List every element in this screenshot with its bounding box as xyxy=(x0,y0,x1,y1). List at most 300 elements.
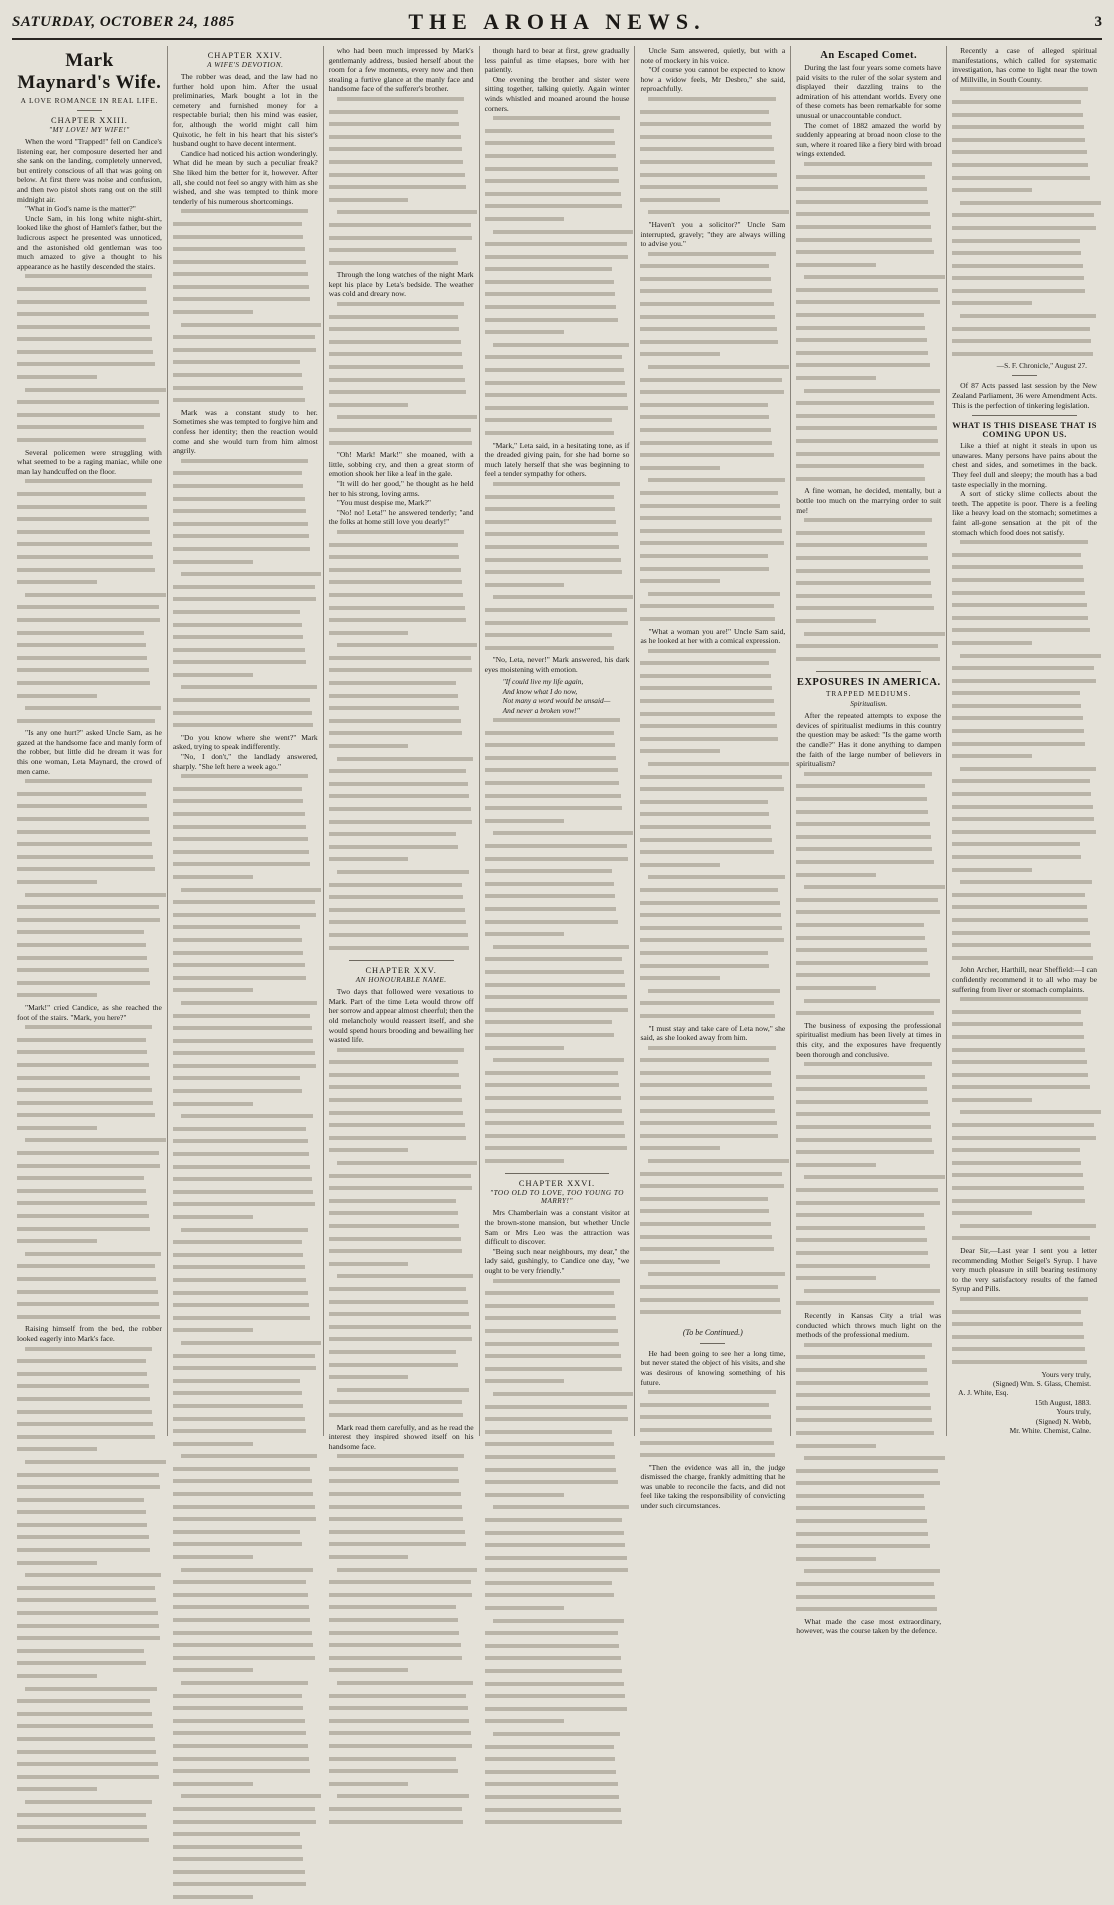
paragraph: "Then the evidence was all in, the judge dismissed the charge, frankly admitting that he was unable to reconcile the facts, and did not feel like taking the responsibility of convicting under such circumstances. xyxy=(640,1462,786,1511)
text-line-placeholder xyxy=(796,961,941,971)
text-line-placeholder xyxy=(640,1260,785,1270)
text-line-placeholder xyxy=(952,729,1097,739)
text-line-placeholder xyxy=(952,276,1097,286)
paragraph: John Archer, Harthill, near Sheffield:—I can confidently recommend it to all who may be suffering from liver or stomach complaints. xyxy=(952,965,1098,994)
text-line-placeholder xyxy=(796,464,941,474)
text-line-placeholder xyxy=(329,1668,474,1678)
text-line-placeholder xyxy=(952,1073,1097,1083)
text-line-placeholder xyxy=(329,1274,474,1284)
text-line-placeholder xyxy=(485,545,630,555)
text-line-placeholder xyxy=(796,1226,941,1236)
text-line-placeholder xyxy=(796,1343,941,1353)
paragraph: Candice had noticed his action wonderingly. What did he mean by such a peculiar freak? She liked him the better for it, however. After all, she could not feel so angry with him as she wished, and she was tempted to think more tenderly of his numerous shortcomings. xyxy=(172,148,318,206)
text-line-placeholder xyxy=(17,605,162,615)
text-line-placeholder xyxy=(640,415,785,425)
article-heading: EXPOSURES IN AMERICA. xyxy=(796,677,941,689)
text-line-placeholder xyxy=(17,1201,162,1211)
text-line-placeholder xyxy=(17,1347,162,1357)
text-line-placeholder xyxy=(796,1444,941,1454)
text-line-placeholder xyxy=(173,547,318,557)
text-line-placeholder xyxy=(485,482,630,492)
text-line-placeholder xyxy=(485,781,630,791)
text-line-placeholder xyxy=(173,963,318,973)
text-line-placeholder xyxy=(796,860,941,870)
text-line-placeholder xyxy=(796,1238,941,1248)
text-line-placeholder xyxy=(173,1731,318,1741)
divider xyxy=(349,960,454,961)
text-line-placeholder xyxy=(640,185,785,195)
text-line-placeholder xyxy=(173,988,318,998)
text-line-placeholder xyxy=(640,1083,785,1093)
text-line-placeholder xyxy=(796,1201,941,1211)
text-line-placeholder xyxy=(640,686,785,696)
text-line-placeholder xyxy=(173,534,318,544)
text-line-placeholder xyxy=(329,1479,474,1489)
text-line-placeholder xyxy=(952,1123,1097,1133)
text-line-placeholder xyxy=(485,646,630,656)
text-line-placeholder xyxy=(173,1291,318,1301)
text-line-placeholder xyxy=(17,1290,162,1300)
illegible-text-block xyxy=(952,87,1097,361)
text-line-placeholder xyxy=(796,619,941,629)
text-line-placeholder xyxy=(17,1447,162,1457)
text-line-placeholder xyxy=(485,242,630,252)
closing-line: (Signed) Wm. S. Glass, Chemist. xyxy=(993,1378,1092,1388)
text-line-placeholder xyxy=(640,1109,785,1119)
text-line-placeholder xyxy=(173,1014,318,1024)
text-line-placeholder xyxy=(329,731,474,741)
text-line-placeholder xyxy=(17,1076,162,1086)
text-line-placeholder xyxy=(329,1375,474,1385)
text-line-placeholder xyxy=(796,1175,941,1185)
text-line-placeholder xyxy=(173,373,318,383)
text-line-placeholder xyxy=(952,918,1097,928)
paragraph: "It will do her good," he thought as he held her to his strong, loving arms. xyxy=(328,478,474,498)
text-line-placeholder xyxy=(17,1624,162,1634)
text-line-placeholder xyxy=(329,845,474,855)
text-line-placeholder xyxy=(329,794,474,804)
text-line-placeholder xyxy=(329,744,474,754)
text-line-placeholder xyxy=(952,1010,1097,1020)
text-line-placeholder xyxy=(952,150,1097,160)
text-line-placeholder xyxy=(329,302,474,312)
text-line-placeholder xyxy=(17,400,162,410)
text-line-placeholder xyxy=(485,894,630,904)
text-line-placeholder xyxy=(173,1593,318,1603)
column-3 xyxy=(324,46,480,1451)
text-line-placeholder xyxy=(796,1607,941,1617)
text-line-placeholder xyxy=(952,1310,1097,1320)
paragraph: "Haven't you a solicitor?" Uncle Sam interrupted, gravely; "they are always willing to advise you." xyxy=(640,219,786,249)
text-line-placeholder xyxy=(329,1694,474,1704)
text-line-placeholder xyxy=(796,1150,941,1160)
text-line-placeholder xyxy=(796,1481,941,1491)
text-line-placeholder xyxy=(173,484,318,494)
text-line-placeholder xyxy=(17,530,162,540)
paragraph: A fine woman, he decided, mentally, but a bottle too much on the marrying order to suit me! xyxy=(796,486,942,515)
text-line-placeholder xyxy=(173,285,318,295)
text-line-placeholder xyxy=(796,1138,941,1148)
text-line-placeholder xyxy=(329,1337,474,1347)
text-line-placeholder xyxy=(173,260,318,270)
text-line-placeholder xyxy=(485,595,630,605)
text-line-placeholder xyxy=(329,1706,474,1716)
text-line-placeholder xyxy=(796,581,941,591)
text-line-placeholder xyxy=(640,1197,785,1207)
text-line-placeholder xyxy=(485,1008,630,1018)
text-line-placeholder xyxy=(796,212,941,222)
text-line-placeholder xyxy=(17,1384,162,1394)
text-line-placeholder xyxy=(173,1429,318,1439)
text-line-placeholder xyxy=(329,706,474,716)
text-line-placeholder xyxy=(952,716,1097,726)
text-line-placeholder xyxy=(640,762,785,772)
masthead xyxy=(12,6,1102,40)
illegible-text-block xyxy=(640,97,785,220)
text-line-placeholder xyxy=(796,1011,941,1021)
text-line-placeholder xyxy=(17,943,162,953)
text-line-placeholder xyxy=(485,1468,630,1478)
text-line-placeholder xyxy=(640,1235,785,1245)
text-line-placeholder xyxy=(173,335,318,345)
text-line-placeholder xyxy=(17,905,162,915)
poem-line: Not many a word would be unsaid— xyxy=(502,696,611,706)
text-line-placeholder xyxy=(952,1148,1097,1158)
text-line-placeholder xyxy=(485,743,630,753)
text-line-placeholder xyxy=(485,381,630,391)
text-line-placeholder xyxy=(17,1101,162,1111)
text-line-placeholder xyxy=(485,1568,630,1578)
text-line-placeholder xyxy=(796,288,941,298)
text-line-placeholder xyxy=(952,301,1097,311)
text-line-placeholder xyxy=(17,842,162,852)
text-line-placeholder xyxy=(485,1354,630,1364)
text-line-placeholder xyxy=(173,1442,318,1452)
text-line-placeholder xyxy=(329,135,474,145)
text-line-placeholder xyxy=(796,606,941,616)
text-line-placeholder xyxy=(640,850,785,860)
text-line-placeholder xyxy=(17,1025,162,1035)
text-line-placeholder xyxy=(952,742,1097,752)
text-line-placeholder xyxy=(640,1001,785,1011)
text-line-placeholder xyxy=(640,478,785,488)
paragraph: "Do you know where she went?" Mark asked, trying to speak indifferently. xyxy=(172,732,318,752)
paragraph: Uncle Sam answered, quietly, but with a note of mockery in his voice. xyxy=(640,46,786,65)
text-line-placeholder xyxy=(173,1857,318,1867)
text-line-placeholder xyxy=(640,122,785,132)
text-line-placeholder xyxy=(640,913,785,923)
text-line-placeholder xyxy=(485,204,630,214)
text-line-placeholder xyxy=(796,1125,941,1135)
text-line-placeholder xyxy=(17,631,162,641)
text-line-placeholder xyxy=(796,885,941,895)
text-line-placeholder xyxy=(17,300,162,310)
text-line-placeholder xyxy=(173,1102,318,1112)
text-line-placeholder xyxy=(173,1580,318,1590)
text-line-placeholder xyxy=(173,209,318,219)
text-line-placeholder xyxy=(952,1297,1097,1307)
text-line-placeholder xyxy=(329,1350,474,1360)
text-line-placeholder xyxy=(329,1744,474,1754)
text-line-placeholder xyxy=(329,1186,474,1196)
text-line-placeholder xyxy=(329,1618,474,1628)
text-line-placeholder xyxy=(329,857,474,867)
text-line-placeholder xyxy=(640,901,785,911)
text-line-placeholder xyxy=(485,1121,630,1131)
text-line-placeholder xyxy=(173,1454,318,1464)
illegible-text-block xyxy=(952,540,1097,965)
text-line-placeholder xyxy=(485,1795,630,1805)
text-line-placeholder xyxy=(17,1214,162,1224)
text-line-placeholder xyxy=(173,862,318,872)
text-line-placeholder xyxy=(640,1159,785,1169)
text-line-placeholder xyxy=(329,327,474,337)
text-line-placeholder xyxy=(952,956,1097,966)
text-line-placeholder xyxy=(796,1569,941,1579)
text-line-placeholder xyxy=(329,656,474,666)
text-line-placeholder xyxy=(173,787,318,797)
text-line-placeholder xyxy=(329,895,474,905)
text-line-placeholder xyxy=(17,1838,162,1848)
text-line-placeholder xyxy=(17,568,162,578)
text-line-placeholder xyxy=(485,907,630,917)
text-line-placeholder xyxy=(173,1341,318,1351)
text-line-placeholder xyxy=(329,769,474,779)
illegible-text-block xyxy=(796,162,941,486)
text-line-placeholder xyxy=(640,466,785,476)
text-line-placeholder xyxy=(640,541,785,551)
text-line-placeholder xyxy=(17,492,162,502)
text-line-placeholder xyxy=(952,565,1097,575)
text-line-placeholder xyxy=(173,1265,318,1275)
text-line-placeholder xyxy=(17,1397,162,1407)
text-line-placeholder xyxy=(640,147,785,157)
text-line-placeholder xyxy=(796,772,941,782)
text-line-placeholder xyxy=(329,365,474,375)
text-line-placeholder xyxy=(485,418,630,428)
divider xyxy=(816,671,921,672)
text-line-placeholder xyxy=(485,1732,630,1742)
text-line-placeholder xyxy=(485,192,630,202)
text-line-placeholder xyxy=(485,355,630,365)
paragraph: Recently in Kansas City a trial was conducted which throws much light on the methods of the professional medium. xyxy=(796,1310,942,1340)
article-heading: An Escaped Comet. xyxy=(820,50,918,61)
paragraph: What made the case most extraordinary, however, was the course taken by the defence. xyxy=(796,1616,942,1636)
text-line-placeholder xyxy=(485,558,630,568)
text-line-placeholder xyxy=(17,1510,162,1520)
chapter-heading: CHAPTER XXIII. xyxy=(51,116,128,125)
text-line-placeholder xyxy=(17,505,162,515)
text-line-placeholder xyxy=(485,267,630,277)
text-line-placeholder xyxy=(796,426,941,436)
text-line-placeholder xyxy=(329,946,474,956)
text-line-placeholder xyxy=(173,1139,318,1149)
text-line-placeholder xyxy=(17,1535,162,1545)
text-line-placeholder xyxy=(329,933,474,943)
text-line-placeholder xyxy=(485,794,630,804)
text-line-placeholder xyxy=(640,252,785,262)
text-line-placeholder xyxy=(17,593,162,603)
illegible-text-block xyxy=(17,274,162,447)
text-line-placeholder xyxy=(640,1134,785,1144)
text-line-placeholder xyxy=(796,569,941,579)
text-line-placeholder xyxy=(796,810,941,820)
chapter-heading: CHAPTER XXIV. xyxy=(207,51,283,60)
text-line-placeholder xyxy=(173,1505,318,1515)
text-line-placeholder xyxy=(485,932,630,942)
text-line-placeholder xyxy=(640,649,785,659)
text-line-placeholder xyxy=(640,289,785,299)
text-line-placeholder xyxy=(329,1413,474,1423)
text-line-placeholder xyxy=(329,315,474,325)
column-6 xyxy=(791,46,947,1636)
text-line-placeholder xyxy=(17,1088,162,1098)
text-line-placeholder xyxy=(17,337,162,347)
text-line-placeholder xyxy=(485,1782,630,1792)
text-line-placeholder xyxy=(17,981,162,991)
text-line-placeholder xyxy=(17,287,162,297)
text-line-placeholder xyxy=(329,1492,474,1502)
text-line-placeholder xyxy=(640,1121,785,1131)
columns xyxy=(12,46,1102,1636)
text-line-placeholder xyxy=(640,1285,785,1295)
divider xyxy=(972,415,1077,416)
column-5 xyxy=(635,46,791,1511)
text-line-placeholder xyxy=(485,305,630,315)
text-line-placeholder xyxy=(796,1532,941,1542)
text-line-placeholder xyxy=(17,1189,162,1199)
text-line-placeholder xyxy=(640,875,785,885)
illegible-text-block xyxy=(329,97,474,270)
paragraph: Several policemen were struggling with what seemed to be a raging maniac, while one man lay handcuffed on the floor. xyxy=(17,447,162,476)
text-line-placeholder xyxy=(17,867,162,877)
text-line-placeholder xyxy=(329,606,474,616)
text-line-placeholder xyxy=(485,1581,630,1591)
text-line-placeholder xyxy=(17,1737,162,1747)
text-line-placeholder xyxy=(796,275,941,285)
text-line-placeholder xyxy=(329,378,474,388)
illegible-text-block xyxy=(17,1025,162,1324)
text-line-placeholder xyxy=(17,1750,162,1760)
paragraph: When the word "Trapped!" fell on Candice's listening ear, her composure deserted her and she sank on the landing, completely unnerved, but entirely conscious of all that was going on below. At first there was noise and confusion, and then two pistol shots rang out on the still midnight air. xyxy=(17,137,162,204)
text-line-placeholder xyxy=(329,1325,474,1335)
text-line-placeholder xyxy=(329,1199,474,1209)
text-line-placeholder xyxy=(796,1431,941,1441)
text-line-placeholder xyxy=(796,847,941,857)
text-line-placeholder xyxy=(640,554,785,564)
text-line-placeholder xyxy=(640,863,785,873)
text-line-placeholder xyxy=(173,1479,318,1489)
text-line-placeholder xyxy=(796,1393,941,1403)
text-line-placeholder xyxy=(952,226,1097,236)
text-line-placeholder xyxy=(329,1287,474,1297)
text-line-placeholder xyxy=(485,756,630,766)
text-line-placeholder xyxy=(173,1568,318,1578)
text-line-placeholder xyxy=(173,1794,318,1804)
text-line-placeholder xyxy=(485,1631,630,1641)
closing-line: 15th August, 1883. xyxy=(1034,1397,1092,1407)
text-line-placeholder xyxy=(17,1410,162,1420)
text-line-placeholder xyxy=(17,930,162,940)
text-line-placeholder xyxy=(952,352,1097,362)
text-line-placeholder xyxy=(952,616,1097,626)
text-line-placeholder xyxy=(485,633,630,643)
text-line-placeholder xyxy=(485,292,630,302)
text-line-placeholder xyxy=(640,1247,785,1257)
text-line-placeholder xyxy=(173,976,318,986)
text-line-placeholder xyxy=(485,495,630,505)
text-line-placeholder xyxy=(485,1417,630,1427)
text-line-placeholder xyxy=(17,681,162,691)
text-line-placeholder xyxy=(17,1762,162,1772)
text-line-placeholder xyxy=(329,643,474,653)
text-line-placeholder xyxy=(17,1523,162,1533)
text-line-placeholder xyxy=(329,198,474,208)
text-line-placeholder xyxy=(173,1354,318,1364)
paragraph: After the repeated attempts to expose the devices of spiritualist mediums in this country the question may be asked: "Is the game worth the candle?" Has it done anything to dampen the faith of the large number of believers in spiritualism? xyxy=(796,711,942,769)
text-line-placeholder xyxy=(640,1441,785,1451)
text-line-placeholder xyxy=(796,543,941,553)
text-line-placeholder xyxy=(173,1177,318,1187)
text-line-placeholder xyxy=(485,570,630,580)
text-line-placeholder xyxy=(796,439,941,449)
text-line-placeholder xyxy=(640,1428,785,1438)
text-line-placeholder xyxy=(640,604,785,614)
text-line-placeholder xyxy=(796,162,941,172)
text-line-placeholder xyxy=(173,1215,318,1225)
text-line-placeholder xyxy=(173,1807,318,1817)
text-line-placeholder xyxy=(329,1782,474,1792)
paragraph: Of 87 Acts passed last session by the New Zealand Parliament, 36 were Amendment Acts. This is the perfection of tinkering legislation. xyxy=(952,381,1098,410)
text-line-placeholder xyxy=(329,1643,474,1653)
text-line-placeholder xyxy=(329,415,474,425)
closing-line: Yours truly, xyxy=(1056,1407,1092,1417)
text-line-placeholder xyxy=(173,497,318,507)
text-line-placeholder xyxy=(329,757,474,767)
text-line-placeholder xyxy=(17,1227,162,1237)
text-line-placeholder xyxy=(17,1498,162,1508)
text-line-placeholder xyxy=(17,1422,162,1432)
text-line-placeholder xyxy=(329,1517,474,1527)
illegible-text-block xyxy=(796,1062,941,1311)
text-line-placeholder xyxy=(17,1435,162,1445)
text-line-placeholder xyxy=(485,1606,630,1616)
text-line-placeholder xyxy=(485,608,630,618)
text-line-placeholder xyxy=(173,774,318,784)
text-line-placeholder xyxy=(952,767,1097,777)
text-line-placeholder xyxy=(952,314,1097,324)
text-line-placeholder xyxy=(485,1669,630,1679)
text-line-placeholder xyxy=(485,393,630,403)
text-line-placeholder xyxy=(485,1367,630,1377)
text-line-placeholder xyxy=(952,1060,1097,1070)
text-line-placeholder xyxy=(173,297,318,307)
text-line-placeholder xyxy=(485,1808,630,1818)
paragraph: "Being such near neighbours, my dear," the lady said, gushingly, to Candice one day, "we ought to be very friendly." xyxy=(484,1246,630,1276)
text-line-placeholder xyxy=(173,597,318,607)
text-line-placeholder xyxy=(173,1694,318,1704)
text-line-placeholder xyxy=(640,1184,785,1194)
text-line-placeholder xyxy=(796,414,941,424)
text-line-placeholder xyxy=(485,1694,630,1704)
text-line-placeholder xyxy=(173,1769,318,1779)
text-line-placeholder xyxy=(173,648,318,658)
text-line-placeholder xyxy=(485,179,630,189)
text-line-placeholder xyxy=(640,365,785,375)
paragraph: "What a woman you are!" Uncle Sam said, as he looked at her with a comical expression. xyxy=(640,626,786,646)
text-line-placeholder xyxy=(640,453,785,463)
text-line-placeholder xyxy=(796,594,941,604)
